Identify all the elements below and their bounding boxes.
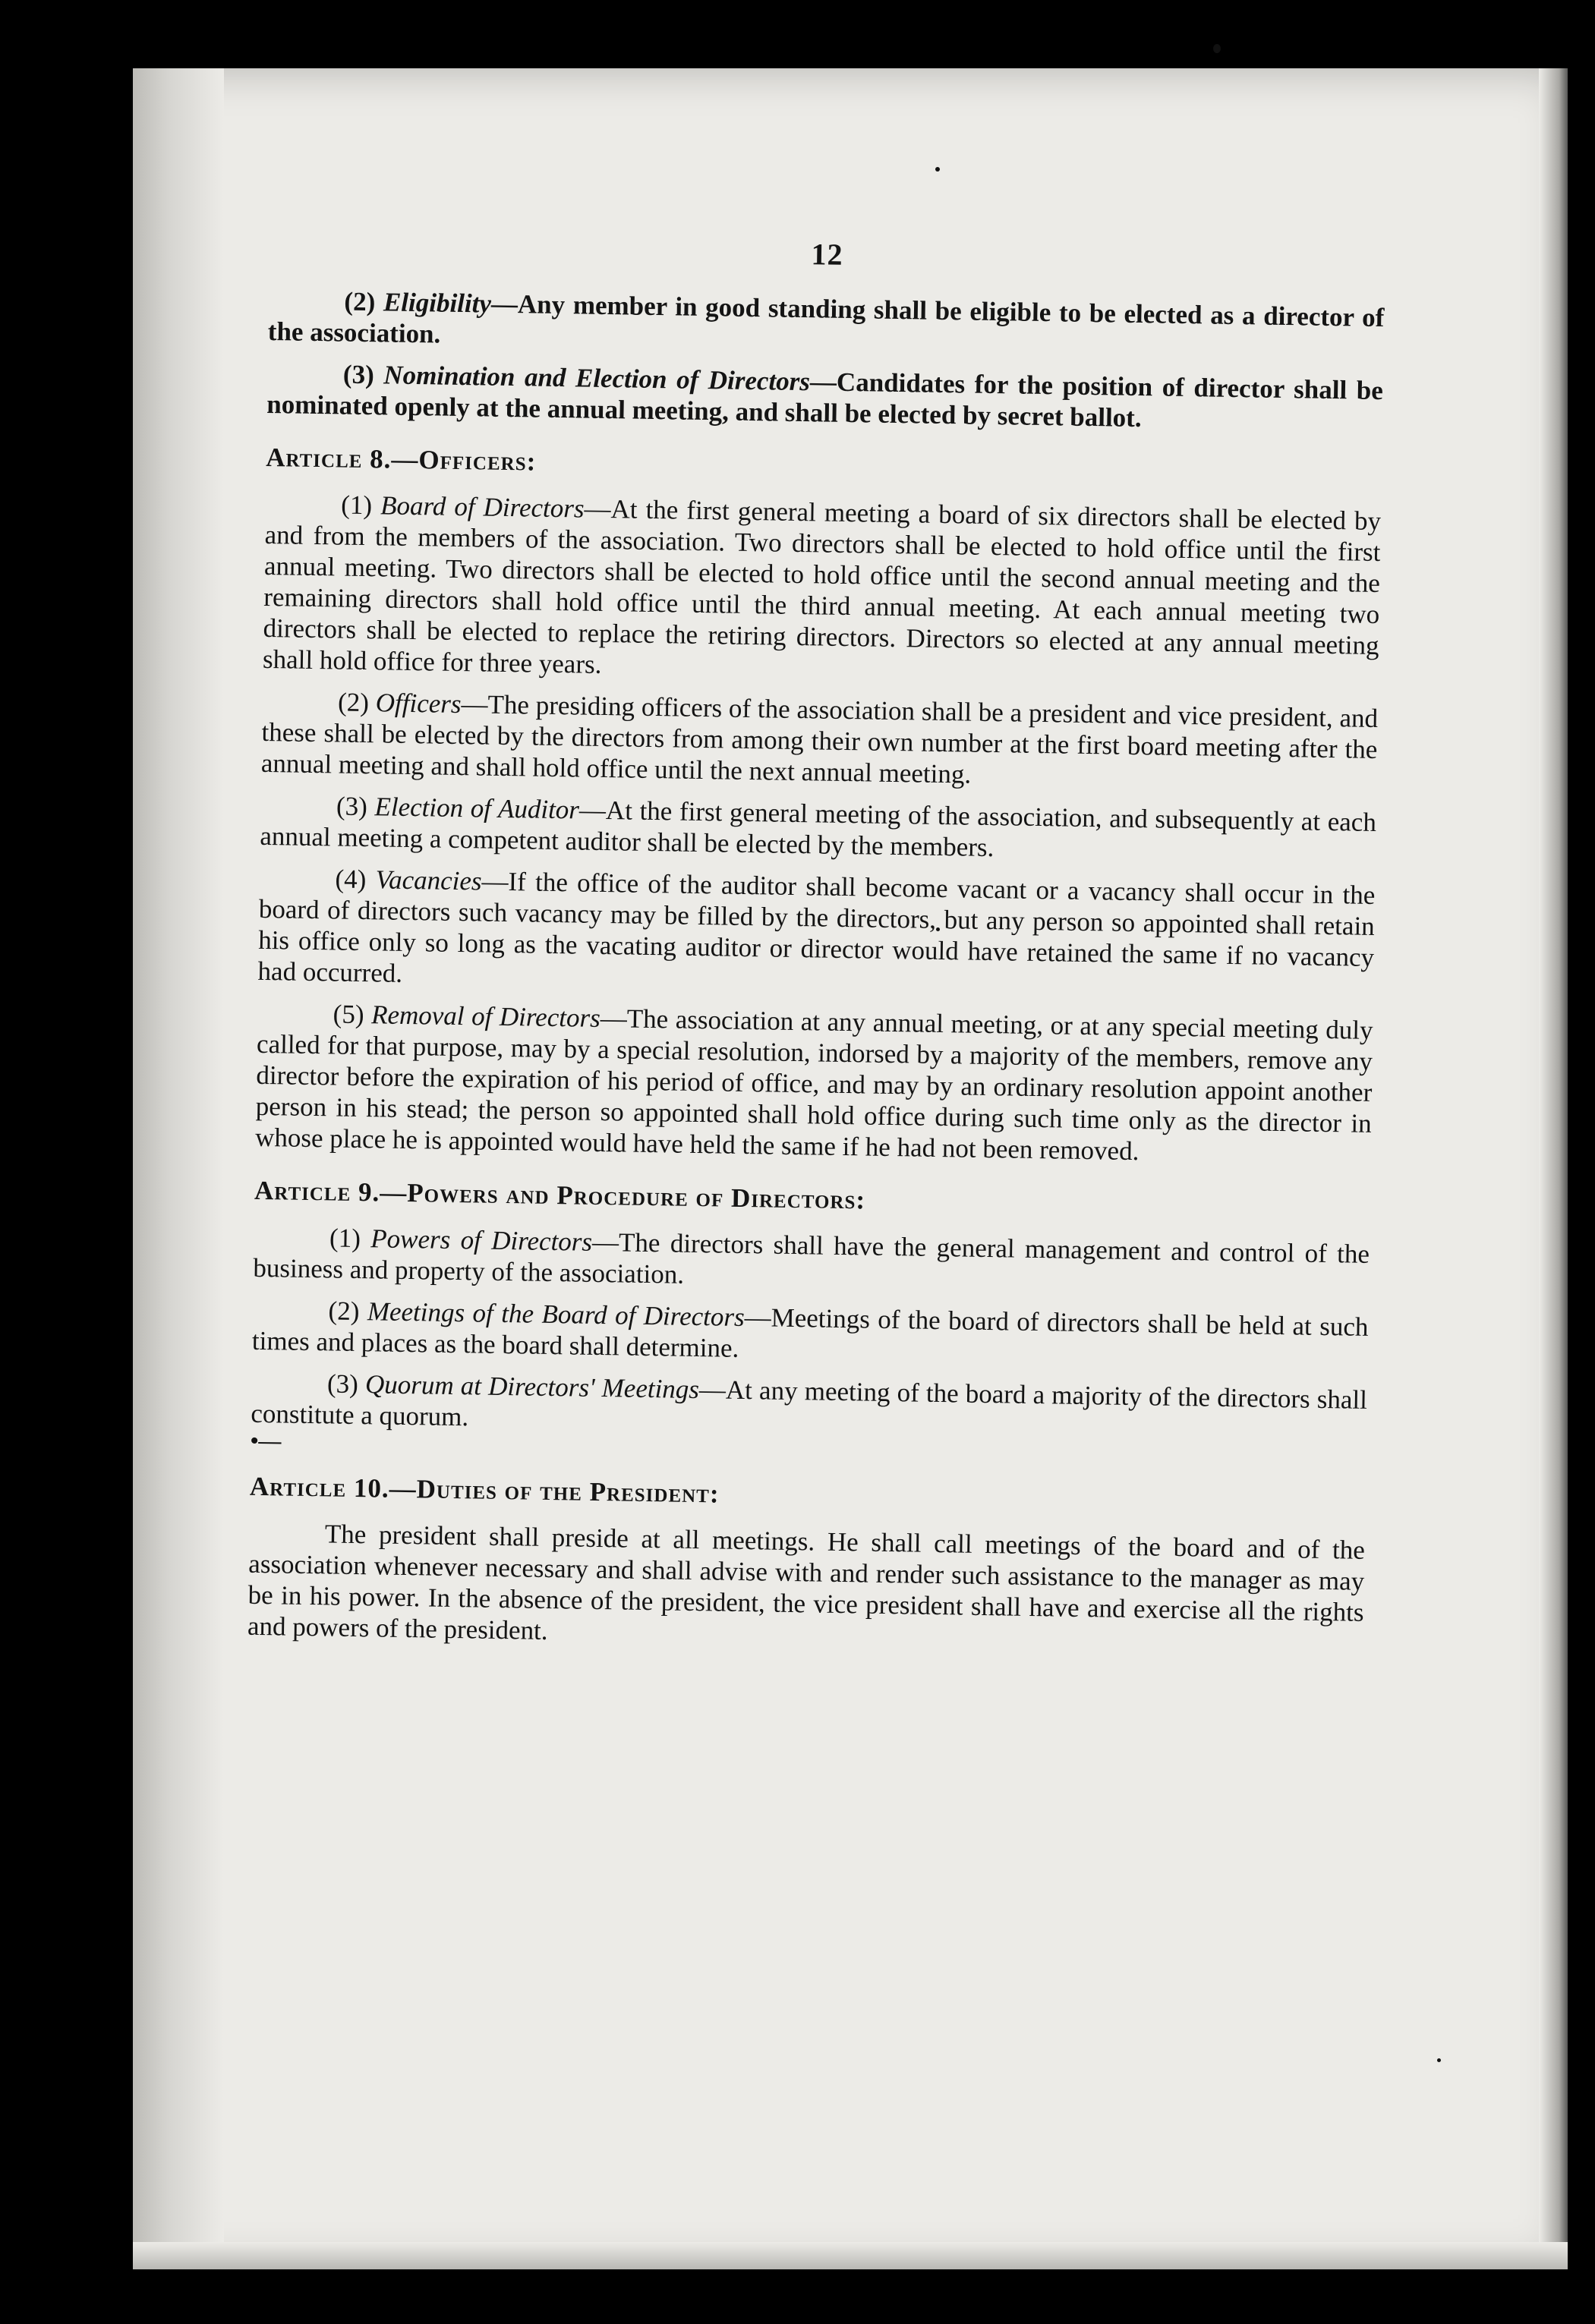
clause-number: (2): [337, 687, 370, 718]
clause-text: —Any member in good standing shall be eligible to be elected as a director of the association.: [267, 288, 1385, 349]
clause-paragraph: [261, 685, 1379, 796]
clause-term: Removal of Directors: [370, 1000, 601, 1033]
clause-number: (1): [329, 1223, 361, 1254]
clause-number: (2): [344, 286, 376, 317]
clause-text: —The association at any annual meeting, or at any special meeting duly called for that purpose, may by a special resolution, indorsed by a majority of the members, remove any director before the expiration of his period of office, and may by an ordinary resolution appoint another person in his stead; the person so appointed shall hold office during such time only as the director in whose place he is appointed would have held the same if he had not been removed.: [254, 1003, 1373, 1167]
stray-mark: •—: [250, 1428, 282, 1454]
clause-text: —Meetings of the board of directors shall be held at such times and places as the board shall determine.: [251, 1302, 1369, 1363]
clause-term: Nomination and Election of Directors: [383, 360, 811, 397]
clause-paragraph: [247, 1517, 1365, 1659]
scan-speck: [1213, 44, 1221, 53]
clause-number: (5): [333, 999, 364, 1030]
clause-paragraph: [260, 789, 1376, 869]
clause-paragraph: [251, 1367, 1367, 1447]
clause-paragraph: [266, 357, 1383, 437]
scan-speck: [1437, 2058, 1441, 2062]
clause-paragraph: [255, 997, 1373, 1170]
clause-text: —Candidates for the position of director shall be nominated openly at the annual meeting, and shall be elected by secret ballot.: [266, 367, 1384, 433]
clause-term: Quorum at Directors' Meetings: [364, 1369, 700, 1405]
page-right-edge-shadow: [1539, 68, 1568, 2269]
clause-number: (1): [340, 490, 373, 521]
clause-paragraph: [252, 1294, 1369, 1374]
clause-term: Meetings of the Board of Directors: [367, 1296, 745, 1333]
clause-paragraph: [257, 862, 1375, 1004]
clause-term: Eligibility: [383, 287, 492, 319]
clause-number: (3): [336, 791, 368, 822]
clause-number: (4): [335, 864, 367, 895]
clause-term: Board of Directors: [380, 490, 585, 524]
clause-text: —The directors shall have the general management and control of the business and property of the association.: [253, 1227, 1370, 1290]
clause-paragraph: [268, 285, 1385, 364]
clause-text: The president shall preside at all meetings. He shall call meetings of the board and of the association whenever necessary and shall advise with and render such assistance to the manager as may be in his power. In the absence of the president, the vice president shall have and exercise all the rights and powers of the president.: [247, 1519, 1366, 1645]
clause-number: (3): [326, 1368, 359, 1400]
document-body: [247, 285, 1385, 1659]
document-content: [247, 228, 1385, 1670]
scan-speck: [935, 167, 940, 172]
clause-term: Officers: [375, 688, 462, 720]
article-heading: Article 8.—Officers:: [265, 442, 537, 477]
article-heading: Article 9.—Powers and Procedure of Directors:: [254, 1175, 866, 1215]
clause-text: —If the office of the auditor shall become vacant or a vacancy shall occur in the board of directors such vacancy may be filled by the directors, but any person so appointed shall retain his office only so long as the vacating auditor or director would have retained the same if no vacancy had occurred.: [257, 866, 1376, 988]
clause-paragraph: [253, 1221, 1370, 1301]
page-number: 12: [811, 237, 843, 272]
clause-number: (2): [328, 1296, 360, 1327]
page-left-edge-shadow: [133, 68, 224, 2269]
clause-term: Vacancies: [375, 864, 482, 896]
clause-term: Powers of Directors: [370, 1223, 593, 1257]
clause-number: (3): [342, 359, 375, 390]
clause-term: Election of Auditor: [374, 792, 580, 825]
clause-paragraph: [263, 488, 1382, 692]
clause-text: —The presiding officers of the association shall be a president and vice president, and these shall be elected by the directors from among their own number at the first board meeting after the annual meeting and shall hold office until the next annual meeting.: [260, 689, 1379, 789]
clause-text: —At the first general meeting a board of six directors shall be elected by and from the members of the association. Two directors shall be elected to hold office until the first annual meeting. Two directors shall be elected to hold office until the second annual meeting and the remaining directors shall hold office until the third annual meeting. At each annual meeting two directors shall be elected to replace the retiring directors. Directors so elected at any annual meeting shall hold office for three years.: [262, 493, 1382, 679]
clause-text: —At the first general meeting of the association, and subsequently at each annual meeting a competent auditor shall be elected by the members.: [260, 795, 1377, 863]
page-bottom-edge-shadow: [133, 2242, 1568, 2269]
clause-text: —At any meeting of the board a majority of the directors shall constitute a quorum.: [251, 1375, 1368, 1432]
article-heading: Article 10.—Duties of the President:: [249, 1471, 720, 1509]
